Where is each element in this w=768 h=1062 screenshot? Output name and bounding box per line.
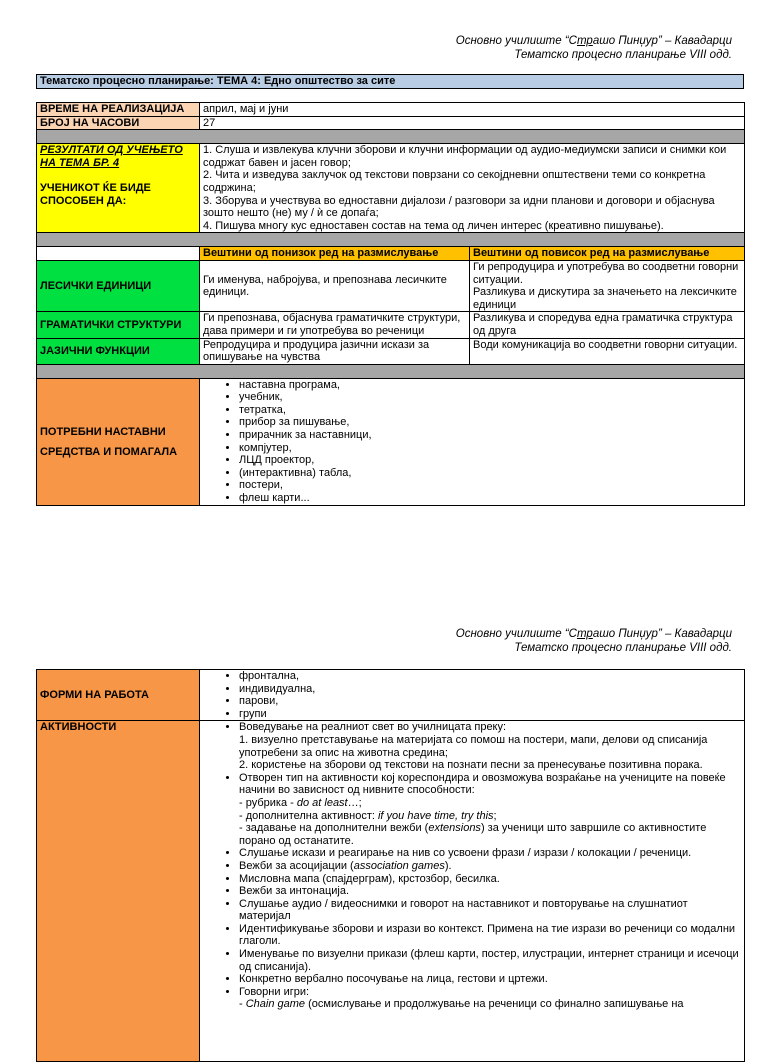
plan-name: Тематско процесно планирање VIII одд. [514, 642, 732, 654]
activities-label: АКТИВНОСТИ [37, 721, 200, 1062]
realization-value: април, мај и јуни [200, 103, 745, 117]
hours-label: БРОЈ НА ЧАСОВИ [37, 116, 200, 130]
grammar-label: ГРАМАТИЧКИ СТРУКТУРИ [37, 312, 200, 338]
topic-title-table [36, 74, 744, 89]
list-item: • компјутер, [239, 442, 741, 455]
list-item: • Идентификување зборови и изрази во контекст. Примена на тие изрази во реченици со модални глаголи. [239, 923, 741, 948]
list-item: • постери, [239, 479, 741, 492]
list-item: • групи [239, 708, 741, 721]
skills-higher-header: Вештини од повисок ред на размислување [470, 247, 745, 261]
separator [37, 130, 745, 144]
list-item: • наставна програма, [239, 379, 741, 392]
list-item: • учебник, [239, 391, 741, 404]
functions-label: ЈАЗИЧНИ ФУНКЦИИ [37, 338, 200, 364]
list-item: • Слушање аудио / видеоснимки и говорот на наставникот и повторување на слушнатиот материјал [239, 898, 741, 923]
resources-list [200, 378, 745, 505]
list-item: • ЛЦД проектор, [239, 454, 741, 467]
list-item: • Воведување на реалниот свет во училницата преку: 1. визуелно претставување на материјата со помош на постери, мапи, делови од списанија употребени за опис на животна средина; 2. користење на зборови од текстови на познати песни за пренесување позитивна порака. [239, 721, 741, 771]
functions-higher: Води комуникација во соодветни говорни ситуации. [470, 338, 745, 364]
page-header-2 [456, 627, 732, 655]
skills-lower-header: Вештини од понизок ред на размислување [200, 247, 470, 261]
realization-label: ВРЕМЕ НА РЕАЛИЗАЦИЈА [37, 103, 200, 117]
grammar-lower: Ги препознава, објаснува граматичките структури, дава примери и ги употребува во реченици [200, 312, 470, 338]
work-forms-list [200, 670, 745, 721]
school-name: Основно училиште “Страшо Пинџур” – Кавадарци [455, 35, 732, 47]
result-item: 2. Чита и изведува заклучок од текстови поврзани со секојдневни општествени теми со конкретна содржина; [203, 169, 706, 194]
plan-table-2 [36, 669, 745, 1062]
activities-list [200, 721, 745, 1062]
list-item: • (интерактивна) табла, [239, 467, 741, 480]
separator [37, 364, 745, 378]
list-item: • фронтална, [239, 670, 741, 683]
list-item: • Говорни игри: - Chain game (осмислување и продолжување на реченици со финално запишување на [239, 986, 741, 1011]
topic-title: Тематско процесно планирање: ТЕМА 4: Едно општество за сите [37, 75, 744, 89]
page-header-1 [456, 34, 732, 62]
list-item: • Вежби за асоцијации (association games). [239, 860, 741, 873]
list-item: • Мисловна мапа (спајдерграм), крстозбор, бесилка. [239, 873, 741, 886]
work-forms-label: ФОРМИ НА РАБОТА [37, 670, 200, 721]
skills-corner [37, 247, 200, 261]
list-item: • флеш карти... [239, 492, 741, 505]
list-item: • прирачник за наставници, [239, 429, 741, 442]
list-item: • прибор за пишување, [239, 416, 741, 429]
list-item: • Конкретно вербално посочување на лица, гестови и цртежи. [239, 973, 741, 986]
list-item: • Именување по визуелни прикази (флеш карти, постер, илустрации, интернет страници и исечоци од списанија). [239, 948, 741, 973]
resources-label: ПОТРЕБНИ НАСТАВНИ СРЕДСТВА И ПОМАГАЛА [37, 378, 200, 505]
results-label: РЕЗУЛТАТИ ОД УЧЕЊЕТО НА ТЕМА БР. 4 УЧЕНИКОТ ЌЕ БИДЕ СПОСОБЕН ДА: [37, 144, 200, 233]
list-item: • парови, [239, 695, 741, 708]
result-item: 1. Слуша и извлекува клучни зборови и клучни информации од аудио-медиумски записи и снимки кои содржат бавен и јасен говор; [203, 144, 727, 169]
list-item: • Слушање искази и реагирање на нив со усвоени фрази / изрази / колокации / реченици. [239, 847, 741, 860]
separator [37, 233, 745, 247]
school-name: Основно училиште “Страшо Пинџур” – Кавадарци [455, 628, 732, 640]
result-item: 3. Зборува и учествува во едноставни дијалози / разговори за идни планови и договори и објаснува зошто нешто (не) му / ѝ се допаѓа; [203, 194, 715, 220]
list-item: • тетратка, [239, 404, 741, 417]
hours-value: 27 [200, 116, 745, 130]
grammar-higher: Разликува и споредува една граматичка структура од друга [470, 312, 745, 338]
results-list [200, 144, 745, 233]
lexical-units-label: ЛЕСИЧКИ ЕДИНИЦИ [37, 260, 200, 311]
plan-name: Тематско процесно планирање VIII одд. [514, 49, 732, 61]
list-item: • Вежби за интонација. [239, 885, 741, 898]
functions-lower: Репродуцира и продуцира јазични искази за опишување на чувства [200, 338, 470, 364]
lexical-lower: Ги именува, набројува, и препознава лесичките единици. [200, 260, 470, 311]
list-item: • Отворен тип на активности кој кореспондира и овозможува возраќање на учениците на повеќе начини во зависност од нивните способности: - рубрика - do at least…; - дополнителна активност: if you have time, try this; - задавање на дополнителни вежби (extensions) за ученици што завршиле со активностите порано од останатите. [239, 772, 741, 848]
list-item: • индивидуална, [239, 683, 741, 696]
lexical-higher: Ги репродуцира и употребува во соодветни говорни ситуации. Разликува и дискутира за значењето на лексичките единици [470, 260, 745, 311]
plan-table-1 [36, 102, 745, 506]
result-item: 4. Пишува многу кус едноставен состав на тема од личен интерес (креативно пишување). [203, 219, 664, 232]
